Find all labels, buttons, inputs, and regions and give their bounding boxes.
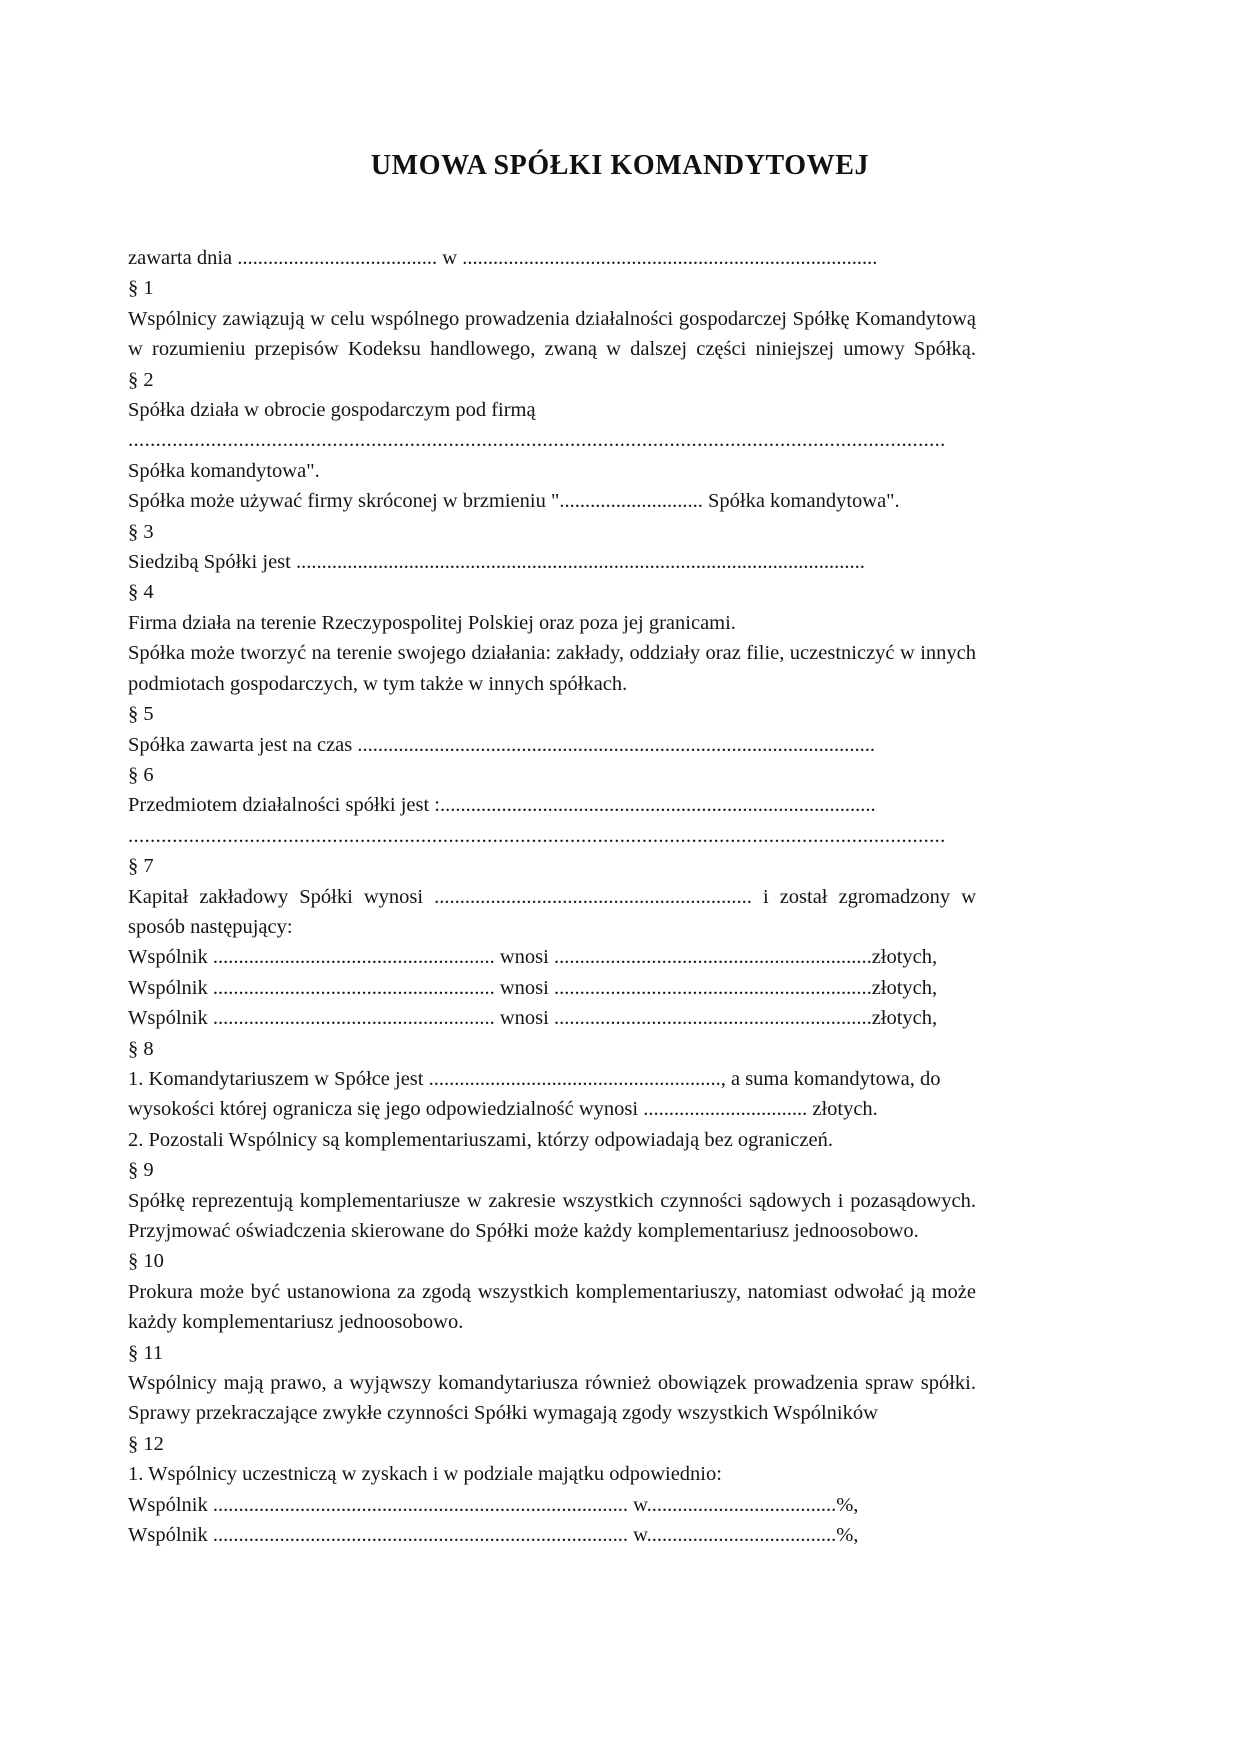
section-12-item-1: 1. Wspólnicy uczestniczą w zyskach i w podziale majątku odpowiednio: bbox=[128, 1463, 722, 1486]
section-heading-10: § 10 bbox=[128, 1250, 164, 1273]
section-10-paragraph-1: Prokura może być ustanowiona za zgodą wszystkich komplementariuszy, natomiast odwołać ją może każdy komplementariusz jednoosobowo. bbox=[128, 1280, 982, 1334]
section-heading-11: § 11 bbox=[128, 1341, 164, 1364]
section-7-contribution-line-2: Wspólnik ....................................................... wnosi ..............................................................złotych, bbox=[128, 976, 938, 999]
section-heading-2: § 2 bbox=[128, 368, 154, 391]
section-4-paragraph-2: Spółka może tworzyć na terenie swojego działania: zakłady, oddziały oraz filie, uczestniczyć w innych podmiotach gospodarczych, w tym także w innych spółkach. bbox=[128, 642, 982, 695]
document-body bbox=[128, 243, 997, 1550]
section-12-share-line-2: Wspólnik ................................................................................. w.....................................%, bbox=[128, 1524, 859, 1547]
section-heading-7: § 7 bbox=[128, 855, 154, 878]
section-8-item-1: 1. Komandytariuszem w Spółce jest ........................................................., a suma komandytowa, do wysokości której ogranicza się jego odpowiedzialność wynosi ................................ złotych. bbox=[128, 1067, 946, 1121]
section-11-paragraph-1: Wspólnicy mają prawo, a wyjąwszy komandytariusza również obowiązek prowadzenia spraw spółki. Sprawy przekraczające zwykłe czynności Spółki wymagają zgody wszystkich Wspólników bbox=[128, 1372, 997, 1425]
page-title: UMOWA SPÓŁKI KOMANDYTOWEJ bbox=[370, 150, 870, 181]
section-7-contribution-line-1: Wspólnik ....................................................... wnosi ..............................................................złotych, bbox=[128, 946, 938, 969]
section-1-paragraph-1: Wspólnicy zawiązują w celu wspólnego prowadzenia działalności gospodarczej Spółkę Komandytową w rozumieniu przepisów Kodeksu handlowego, zwaną w dalszej części niniejszej umowy Spółką. bbox=[128, 307, 982, 361]
section-9-paragraph-1: Spółkę reprezentują komplementariusze w zakresie wszystkich czynności sądowych i pozasądowych. Przyjmować oświadczenia skierowane do Spółki może każdy komplementariusz jednoosobowo. bbox=[128, 1189, 982, 1242]
intro-line: zawarta dnia ....................................... w ................................................................................. bbox=[128, 247, 878, 269]
section-8-item-2: 2. Pozostali Wspólnicy są komplementariuszami, którzy odpowiadają bez ograniczeń. bbox=[128, 1128, 833, 1151]
section-4-paragraph-1: Firma działa na terenie Rzeczypospolitej Polskiej oraz poza jej granicami. bbox=[128, 611, 736, 634]
section-3-paragraph-1: Siedzibą Spółki jest ............................................................................................................... bbox=[128, 551, 865, 574]
section-2-paragraph-3: Spółka może używać firmy skróconej w brzmieniu "............................ Spółka komandytowa". bbox=[128, 490, 900, 513]
section-6-blank-line: .................................................................................................................................................... bbox=[128, 824, 946, 847]
section-heading-9: § 9 bbox=[128, 1159, 154, 1182]
section-heading-4: § 4 bbox=[128, 581, 154, 604]
section-2-paragraph-1: Spółka działa w obrocie gospodarczym pod firmą bbox=[128, 399, 536, 422]
section-heading-3: § 3 bbox=[128, 520, 154, 543]
section-heading-1: § 1 bbox=[128, 277, 154, 300]
section-6-paragraph-1: Przedmiotem działalności spółki jest :..................................................................................... bbox=[128, 794, 876, 817]
section-2-blank-line: .................................................................................................................................................... bbox=[128, 429, 946, 452]
section-5-paragraph-1: Spółka zawarta jest na czas ..................................................................................................... bbox=[128, 733, 876, 756]
section-7-contribution-line-3: Wspólnik ....................................................... wnosi ..............................................................złotych, bbox=[128, 1007, 938, 1030]
section-heading-12: § 12 bbox=[128, 1432, 164, 1455]
section-heading-5: § 5 bbox=[128, 703, 154, 726]
section-heading-6: § 6 bbox=[128, 763, 154, 786]
section-heading-8: § 8 bbox=[128, 1037, 154, 1060]
section-12-share-line-1: Wspólnik ................................................................................. w.....................................%, bbox=[128, 1493, 859, 1516]
section-7-paragraph-1: Kapitał zakładowy Spółki wynosi .............................................................. i został zgromadzony w sposób następujący: bbox=[128, 885, 982, 938]
section-2-paragraph-2: Spółka komandytowa". bbox=[128, 459, 320, 482]
